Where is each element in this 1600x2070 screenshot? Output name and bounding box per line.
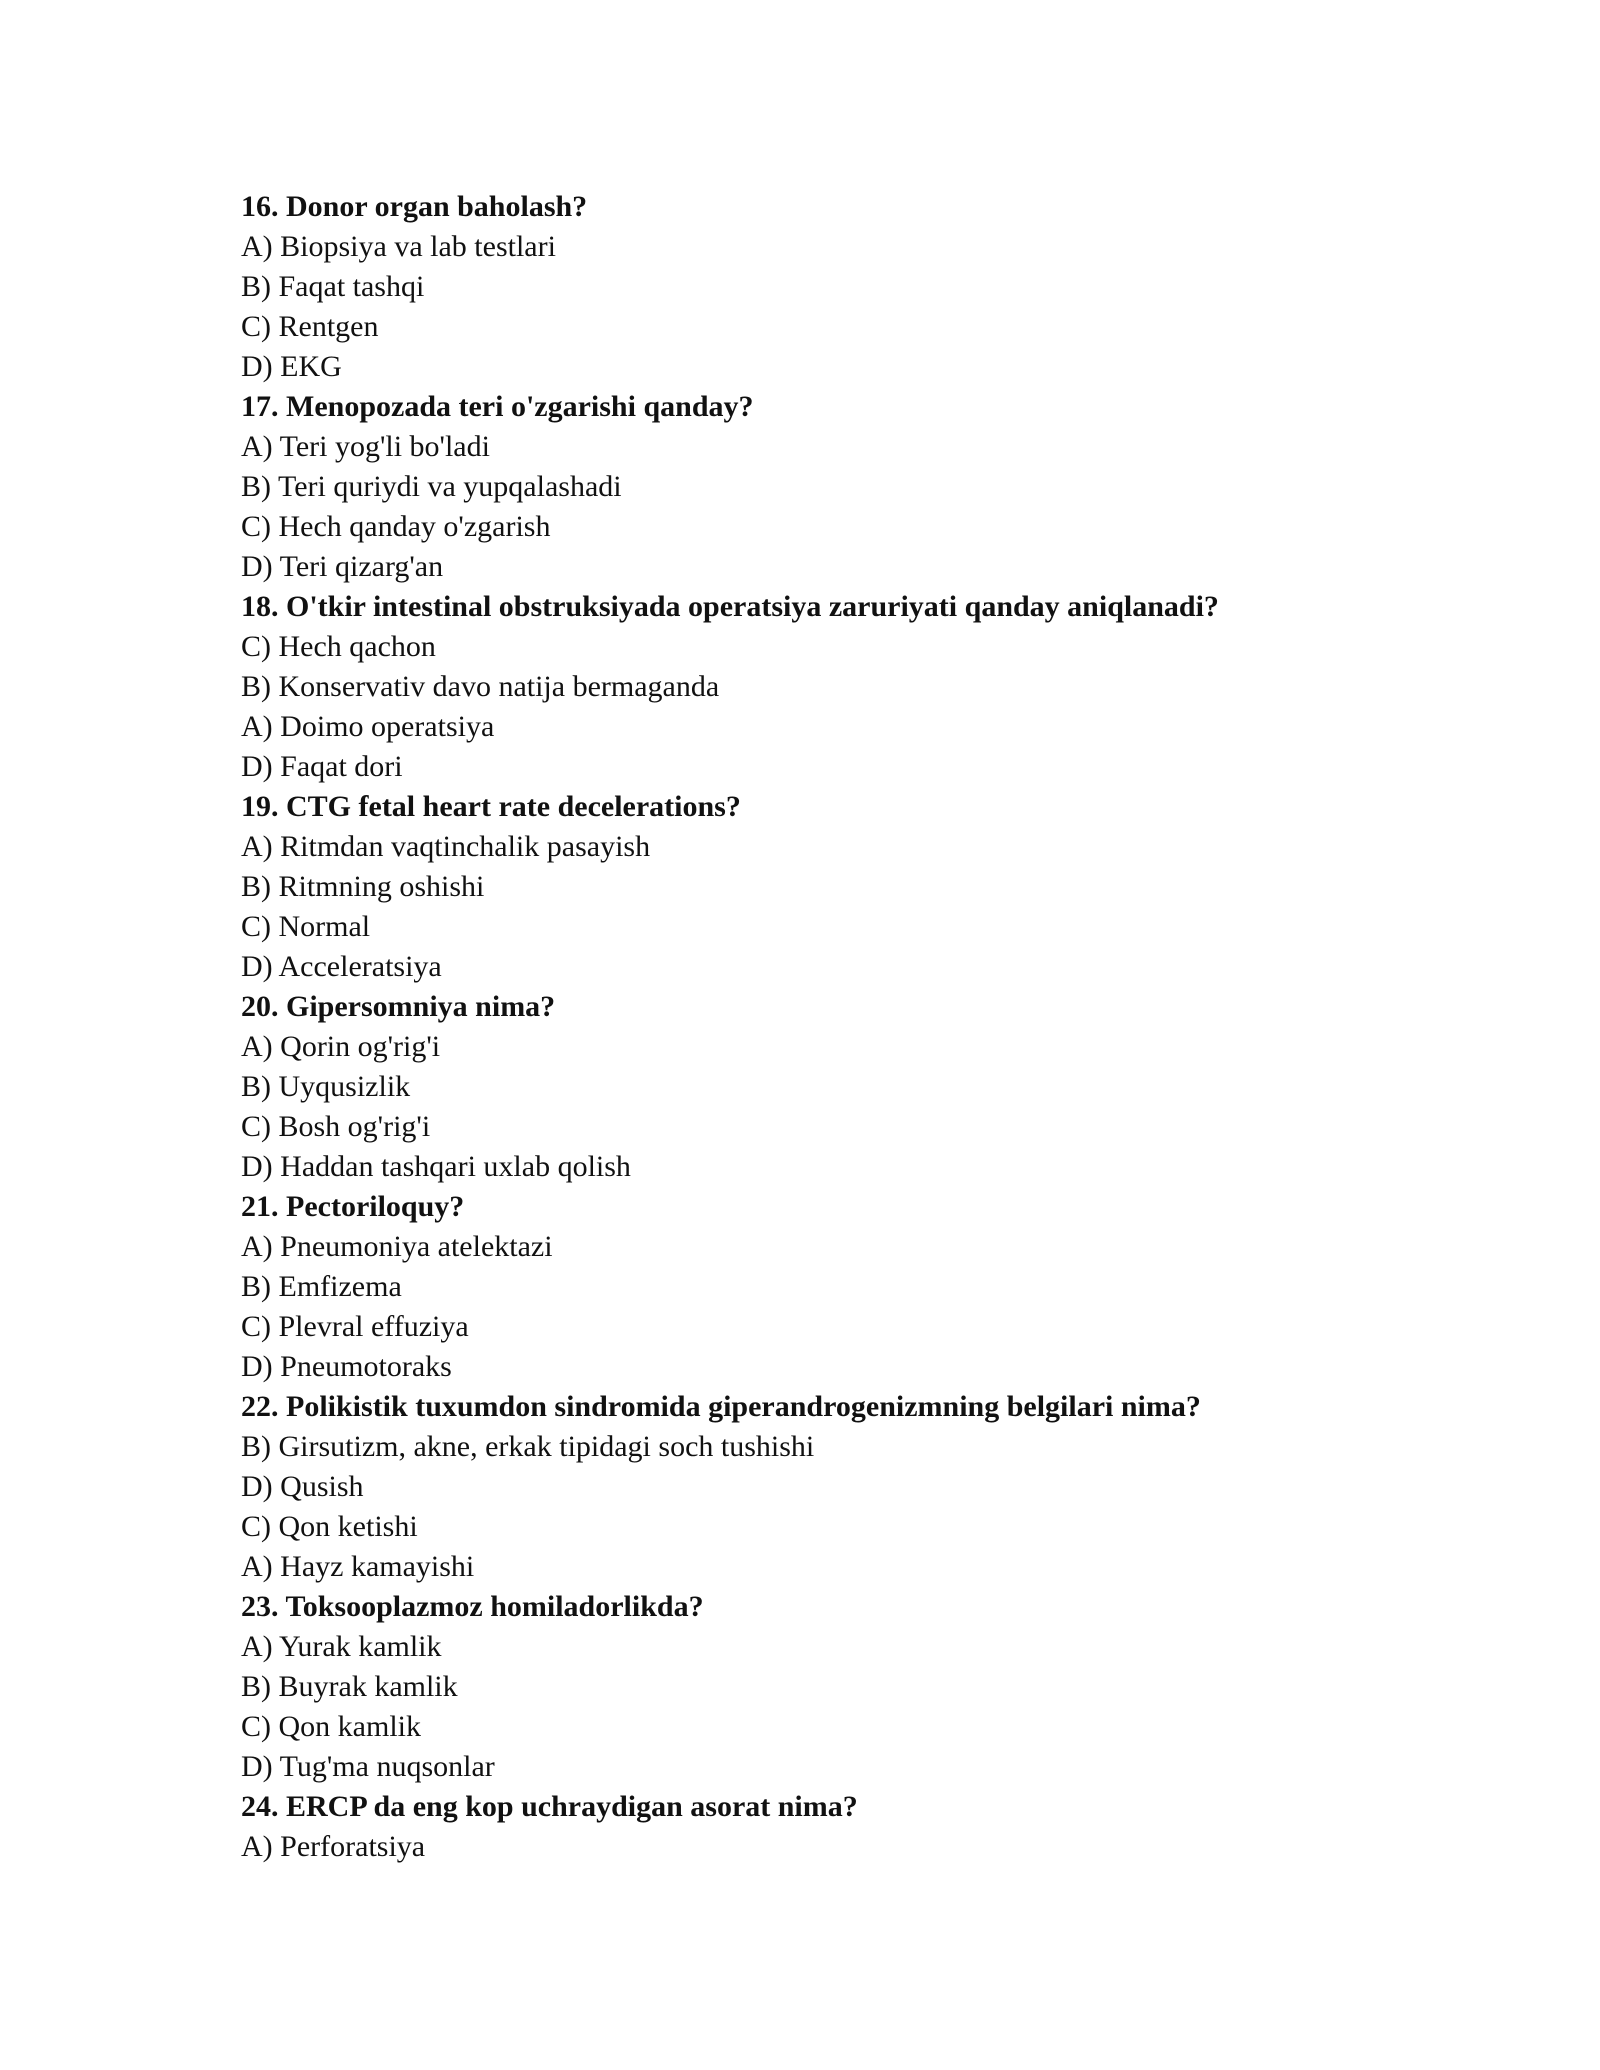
answer-option: D) Acceleratsiya xyxy=(241,950,442,983)
question-block xyxy=(241,787,1441,987)
question-title: 22. Polikistik tuxumdon sindromida giperandrogenizmning belgilari nima? xyxy=(241,1390,1201,1423)
answer-option: B) Buyrak kamlik xyxy=(241,1670,458,1703)
answer-option: B) Girsutizm, akne, erkak tipidagi soch tushishi xyxy=(241,1430,815,1463)
answer-option: A) Teri yog'li bo'ladi xyxy=(241,430,490,463)
answer-option: A) Qorin og'rig'i xyxy=(241,1030,441,1063)
answer-option: C) Qon kamlik xyxy=(241,1710,421,1743)
answer-option: A) Yurak kamlik xyxy=(241,1630,442,1663)
question-block xyxy=(241,1187,1441,1387)
question-title: 17. Menopozada teri o'zgarishi qanday? xyxy=(241,390,754,423)
answer-option: D) Tug'ma nuqsonlar xyxy=(241,1750,495,1783)
answer-option: A) Biopsiya va lab testlari xyxy=(241,230,556,263)
answer-option: D) Haddan tashqari uxlab qolish xyxy=(241,1150,631,1183)
question-list xyxy=(241,187,1441,1867)
answer-option: D) Faqat dori xyxy=(241,750,403,783)
question-block xyxy=(241,187,1441,387)
answer-option: B) Teri quriydi va yupqalashadi xyxy=(241,470,622,503)
answer-option: B) Faqat tashqi xyxy=(241,270,425,303)
answer-option: A) Perforatsiya xyxy=(241,1830,426,1863)
answer-option: C) Plevral effuziya xyxy=(241,1310,469,1343)
answer-option: C) Normal xyxy=(241,910,371,943)
answer-option: D) Qusish xyxy=(241,1470,364,1503)
answer-option: B) Ritmning oshishi xyxy=(241,870,485,903)
answer-option: D) Teri qizarg'an xyxy=(241,550,444,583)
question-title: 18. O'tkir intestinal obstruksiyada operatsiya zaruriyati qanday aniqlanadi? xyxy=(241,590,1219,623)
answer-option: C) Hech qanday o'zgarish xyxy=(241,510,551,543)
answer-option: A) Doimo operatsiya xyxy=(241,710,495,743)
question-title: 20. Gipersomniya nima? xyxy=(241,990,556,1023)
answer-option: C) Hech qachon xyxy=(241,630,436,663)
question-block xyxy=(241,987,1441,1187)
answer-option: B) Konservativ davo natija bermaganda xyxy=(241,670,720,703)
question-title: 19. CTG fetal heart rate decelerations? xyxy=(241,790,741,823)
question-block xyxy=(241,387,1441,587)
question-title: 24. ERCP da eng kop uchraydigan asorat nima? xyxy=(241,1790,858,1823)
answer-option: C) Rentgen xyxy=(241,310,379,343)
answer-option: D) Pneumotoraks xyxy=(241,1350,452,1383)
question-block xyxy=(241,1587,1441,1787)
answer-option: A) Pneumoniya atelektazi xyxy=(241,1230,553,1263)
question-title: 21. Pectoriloquy? xyxy=(241,1190,465,1223)
question-block xyxy=(241,1787,1441,1867)
answer-option: C) Qon ketishi xyxy=(241,1510,418,1543)
answer-option: B) Emfizema xyxy=(241,1270,402,1303)
answer-option: C) Bosh og'rig'i xyxy=(241,1110,431,1143)
answer-option: A) Hayz kamayishi xyxy=(241,1550,475,1583)
question-title: 23. Toksooplazmoz homiladorlikda? xyxy=(241,1590,704,1623)
answer-option: B) Uyqusizlik xyxy=(241,1070,411,1103)
question-block xyxy=(241,587,1441,787)
question-title: 16. Donor organ baholash? xyxy=(241,190,588,223)
answer-option: D) EKG xyxy=(241,350,342,383)
question-block xyxy=(241,1387,1441,1587)
answer-option: A) Ritmdan vaqtinchalik pasayish xyxy=(241,830,651,863)
